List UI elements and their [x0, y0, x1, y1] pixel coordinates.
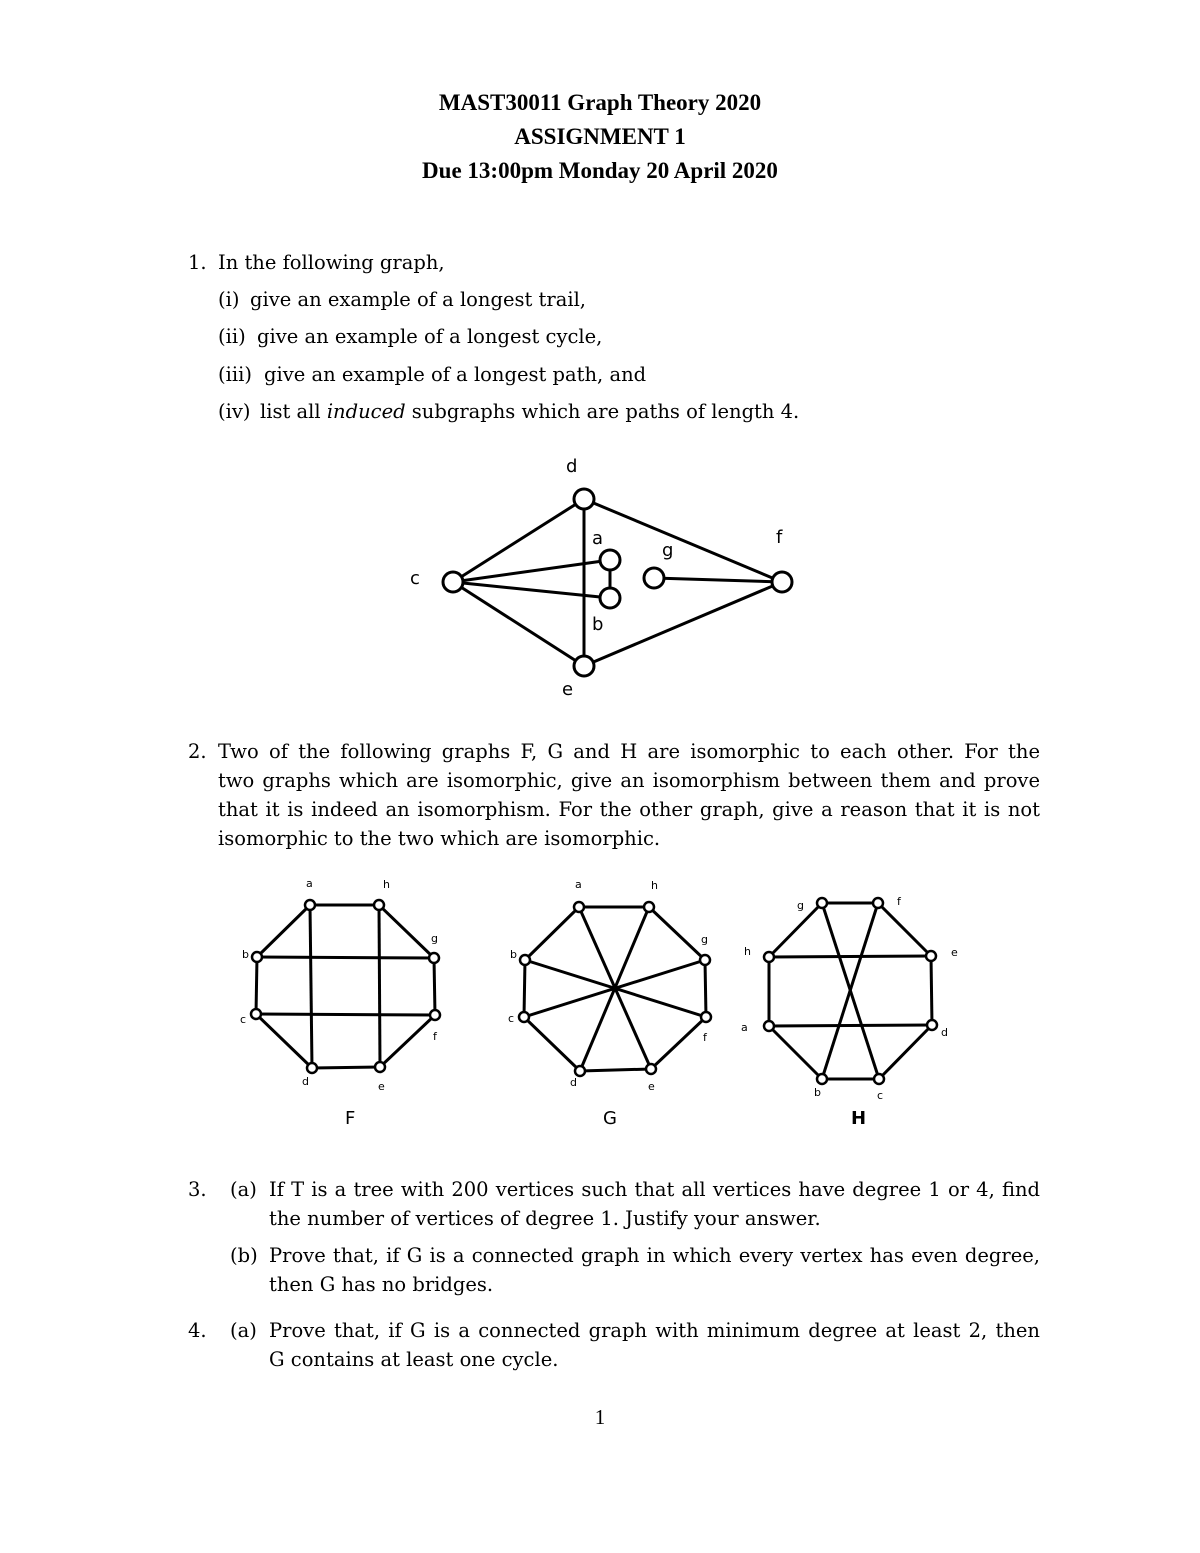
- svg-text:g: g: [431, 932, 438, 945]
- svg-text:b: b: [814, 1086, 821, 1099]
- edge-c-d: [453, 499, 584, 582]
- svg-text:g: g: [797, 899, 804, 912]
- svg-text:e: e: [378, 1080, 385, 1093]
- svg-text:h: h: [651, 879, 658, 892]
- graph-h: [741, 895, 958, 1129]
- edge-c-b: [453, 582, 610, 598]
- graph-label-f: F: [345, 1108, 356, 1129]
- svg-text:a: a: [741, 1021, 748, 1034]
- vertex-e: [574, 656, 594, 676]
- emphasis-induced: induced: [326, 400, 406, 423]
- svg-text:d: d: [302, 1075, 309, 1088]
- vertex-label: d: [566, 456, 578, 477]
- part-text: list all induced subgraphs which are paths of length 4.: [260, 400, 800, 423]
- vertex-label: c: [410, 568, 420, 589]
- due-date: Due 13:00pm Monday 20 April 2020: [422, 158, 778, 183]
- part-label: (a): [230, 1319, 257, 1342]
- course-title: MAST30011 Graph Theory 2020: [438, 90, 762, 115]
- svg-text:c: c: [508, 1012, 515, 1025]
- part-label: (iv): [218, 400, 251, 423]
- assignment-title: ASSIGNMENT 1: [514, 124, 686, 149]
- question-line: If T is a tree with 200 vertices such that all vertices have degree 1 or 4, find: [269, 1178, 1040, 1201]
- vertex-label: f: [776, 527, 783, 548]
- question-line: isomorphic to the two which are isomorphic.: [218, 827, 661, 850]
- svg-text:d: d: [941, 1026, 948, 1039]
- document-header: [0, 86, 1200, 188]
- question-intro: In the following graph,: [218, 251, 445, 274]
- question-number: 4.: [188, 1319, 207, 1342]
- edge-d-f: [584, 499, 782, 582]
- question-line: two graphs which are isomorphic, give an isomorphism between them and prove: [218, 769, 1040, 792]
- edge-c-e: [453, 582, 584, 666]
- svg-text:c: c: [877, 1089, 884, 1102]
- svg-text:a: a: [575, 878, 582, 891]
- edge-e-f: [584, 582, 782, 666]
- part-text: give an example of a longest trail,: [250, 288, 587, 311]
- question-line: Two of the following graphs F, G and H are isomorphic to each other. For the: [218, 740, 1040, 763]
- question-line: then G has no bridges.: [269, 1273, 494, 1296]
- part-label: (ii): [218, 325, 246, 348]
- question-line: that it is indeed an isomorphism. For the other graph, give a reason that it is not: [218, 798, 1040, 821]
- vertex-label: g: [662, 540, 674, 561]
- question-number: 2.: [188, 740, 207, 763]
- edge-c-a: [453, 560, 610, 582]
- vertex-label: e: [562, 679, 574, 700]
- svg-text:e: e: [951, 946, 958, 959]
- part-label: (iii): [218, 363, 252, 386]
- question-line: Prove that, if G is a connected graph with minimum degree at least 2, then: [269, 1319, 1040, 1342]
- svg-text:a: a: [306, 877, 313, 890]
- vertex-a: [600, 550, 620, 570]
- part-label: (a): [230, 1178, 257, 1201]
- graph-f: [240, 877, 440, 1129]
- svg-text:d: d: [570, 1076, 577, 1089]
- page-number: 1: [594, 1405, 606, 1429]
- part-text: give an example of a longest path, and: [264, 363, 647, 386]
- svg-text:h: h: [383, 878, 390, 891]
- vertex-c: [443, 572, 463, 592]
- svg-text:e: e: [648, 1080, 655, 1093]
- svg-text:f: f: [897, 895, 901, 908]
- graph-label-h: H: [851, 1108, 867, 1129]
- svg-text:b: b: [242, 948, 249, 961]
- vertex-f: [772, 572, 792, 592]
- svg-text:c: c: [240, 1013, 247, 1026]
- part-text: give an example of a longest cycle,: [257, 325, 603, 348]
- question-line: the number of vertices of degree 1. Justify your answer.: [269, 1207, 821, 1230]
- question-line: Prove that, if G is a connected graph in which every vertex has even degree,: [269, 1244, 1040, 1267]
- edge-g-f: [654, 578, 782, 582]
- graph-g: [508, 878, 711, 1129]
- svg-text:f: f: [433, 1030, 437, 1043]
- svg-text:g: g: [701, 933, 708, 946]
- part-label: (b): [230, 1244, 258, 1267]
- question-line: G contains at least one cycle.: [269, 1348, 559, 1371]
- svg-text:b: b: [510, 948, 517, 961]
- svg-text:h: h: [744, 945, 751, 958]
- question-number: 3.: [188, 1178, 207, 1201]
- svg-text:f: f: [703, 1031, 707, 1044]
- part-label: (i): [218, 288, 240, 311]
- vertex-g: [644, 568, 664, 588]
- vertex-label: a: [592, 528, 604, 549]
- vertex-d: [574, 489, 594, 509]
- question-number: 1.: [188, 251, 207, 274]
- graph-label-g: G: [603, 1108, 617, 1129]
- vertex-b: [600, 588, 620, 608]
- vertex-label: b: [592, 614, 604, 635]
